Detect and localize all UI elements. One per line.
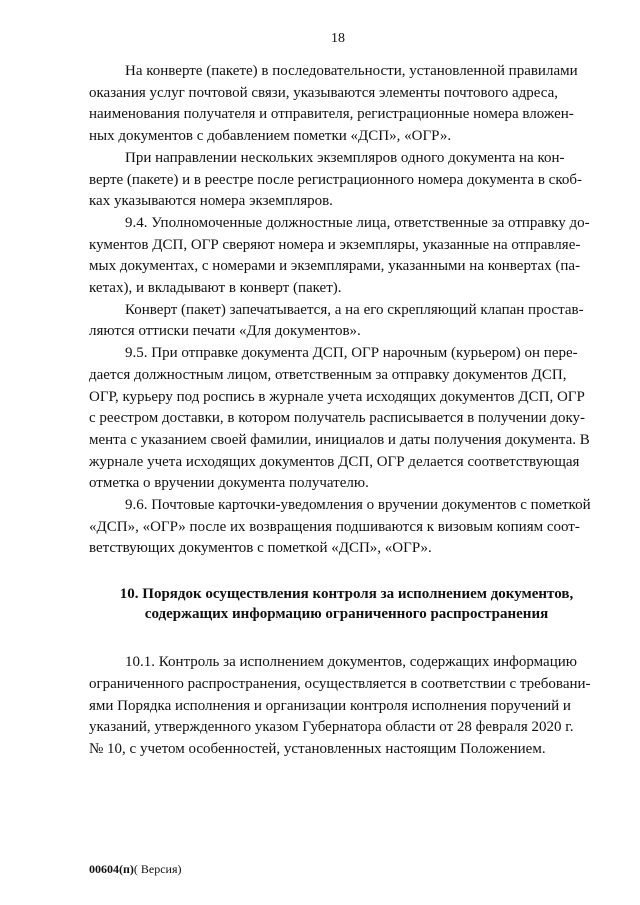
- document-footer: [89, 862, 182, 877]
- document-body: [89, 61, 604, 761]
- section-10-heading: 10. Порядок осуществления контроля за исполнением документов, содержащих информацию ограниченного распространения: [119, 586, 574, 623]
- footer-document-code: 00604(п): [89, 862, 134, 876]
- section-spacer: [89, 624, 604, 652]
- paragraph-10-1: 10.1. Контроль за исполнением документов, содержащих информацию ограниченного распространения, осуществляется в соответствии с требовани- ями Порядка исполнения и организации контроля исполнения поручений и указаний, утвержденного указом Губернатора области от 28 февраля 2020 г. № 10, с учетом особенностей, установленных настоящим Положением.: [89, 654, 591, 757]
- footer-version: ( Версия): [133, 862, 182, 876]
- paragraph-multiple-copies: При направлении нескольких экземпляров одного документа на кон- верте (пакете) и в реестре после регистрационного номера документа в скоб- ках указываются номера экземпляров.: [89, 149, 582, 210]
- paragraph-9-4: 9.4. Уполномоченные должностные лица, ответственные за отправку до- кументов ДСП, ОГР сверяют номера и экземпляры, указанные на отправляе- мых документах, с номерами и экземплярами, указанными на конвертах (па- кетах), и вкладывают в конверт (пакет).: [89, 214, 590, 297]
- paragraph-envelope-requirements: На конверте (пакете) в последовательности, установленной правилами оказания услуг почтовой связи, указываются элементы почтового адреса, наименования получателя и отправителя, регистрационные номера вложен- ных документов с добавлением пометки «ДСП», «ОГР».: [89, 63, 578, 145]
- page-number: 18: [331, 31, 345, 46]
- paragraph-envelope-sealing: Конверт (пакет) запечатывается, а на его скрепляющий клапан простав- ляются оттиски печати «Для документов».: [89, 301, 584, 340]
- paragraph-9-6: 9.6. Почтовые карточки-уведомления о вручении документов с пометкой «ДСП», «ОГР» после их возвращения подшиваются к визовым копиям соот- ветствующих документов с пометкой «ДСП», «ОГР».: [89, 497, 591, 557]
- paragraph-9-5: 9.5. При отправке документа ДСП, ОГР нарочным (курьером) он пере- дается должностным лицом, ответственным за отправку документов ДСП, ОГР, курьеру под роспись в журнале учета исходящих документов ДСП, ОГР с реестром доставки, в котором получатель расписывается в получении доку- мента с указанием своей фамилии, инициалов и даты получения документа. В журнале учета исходящих документов ДСП, ОГР делается соответствующая отметка о вручении документа получателю.: [89, 345, 590, 492]
